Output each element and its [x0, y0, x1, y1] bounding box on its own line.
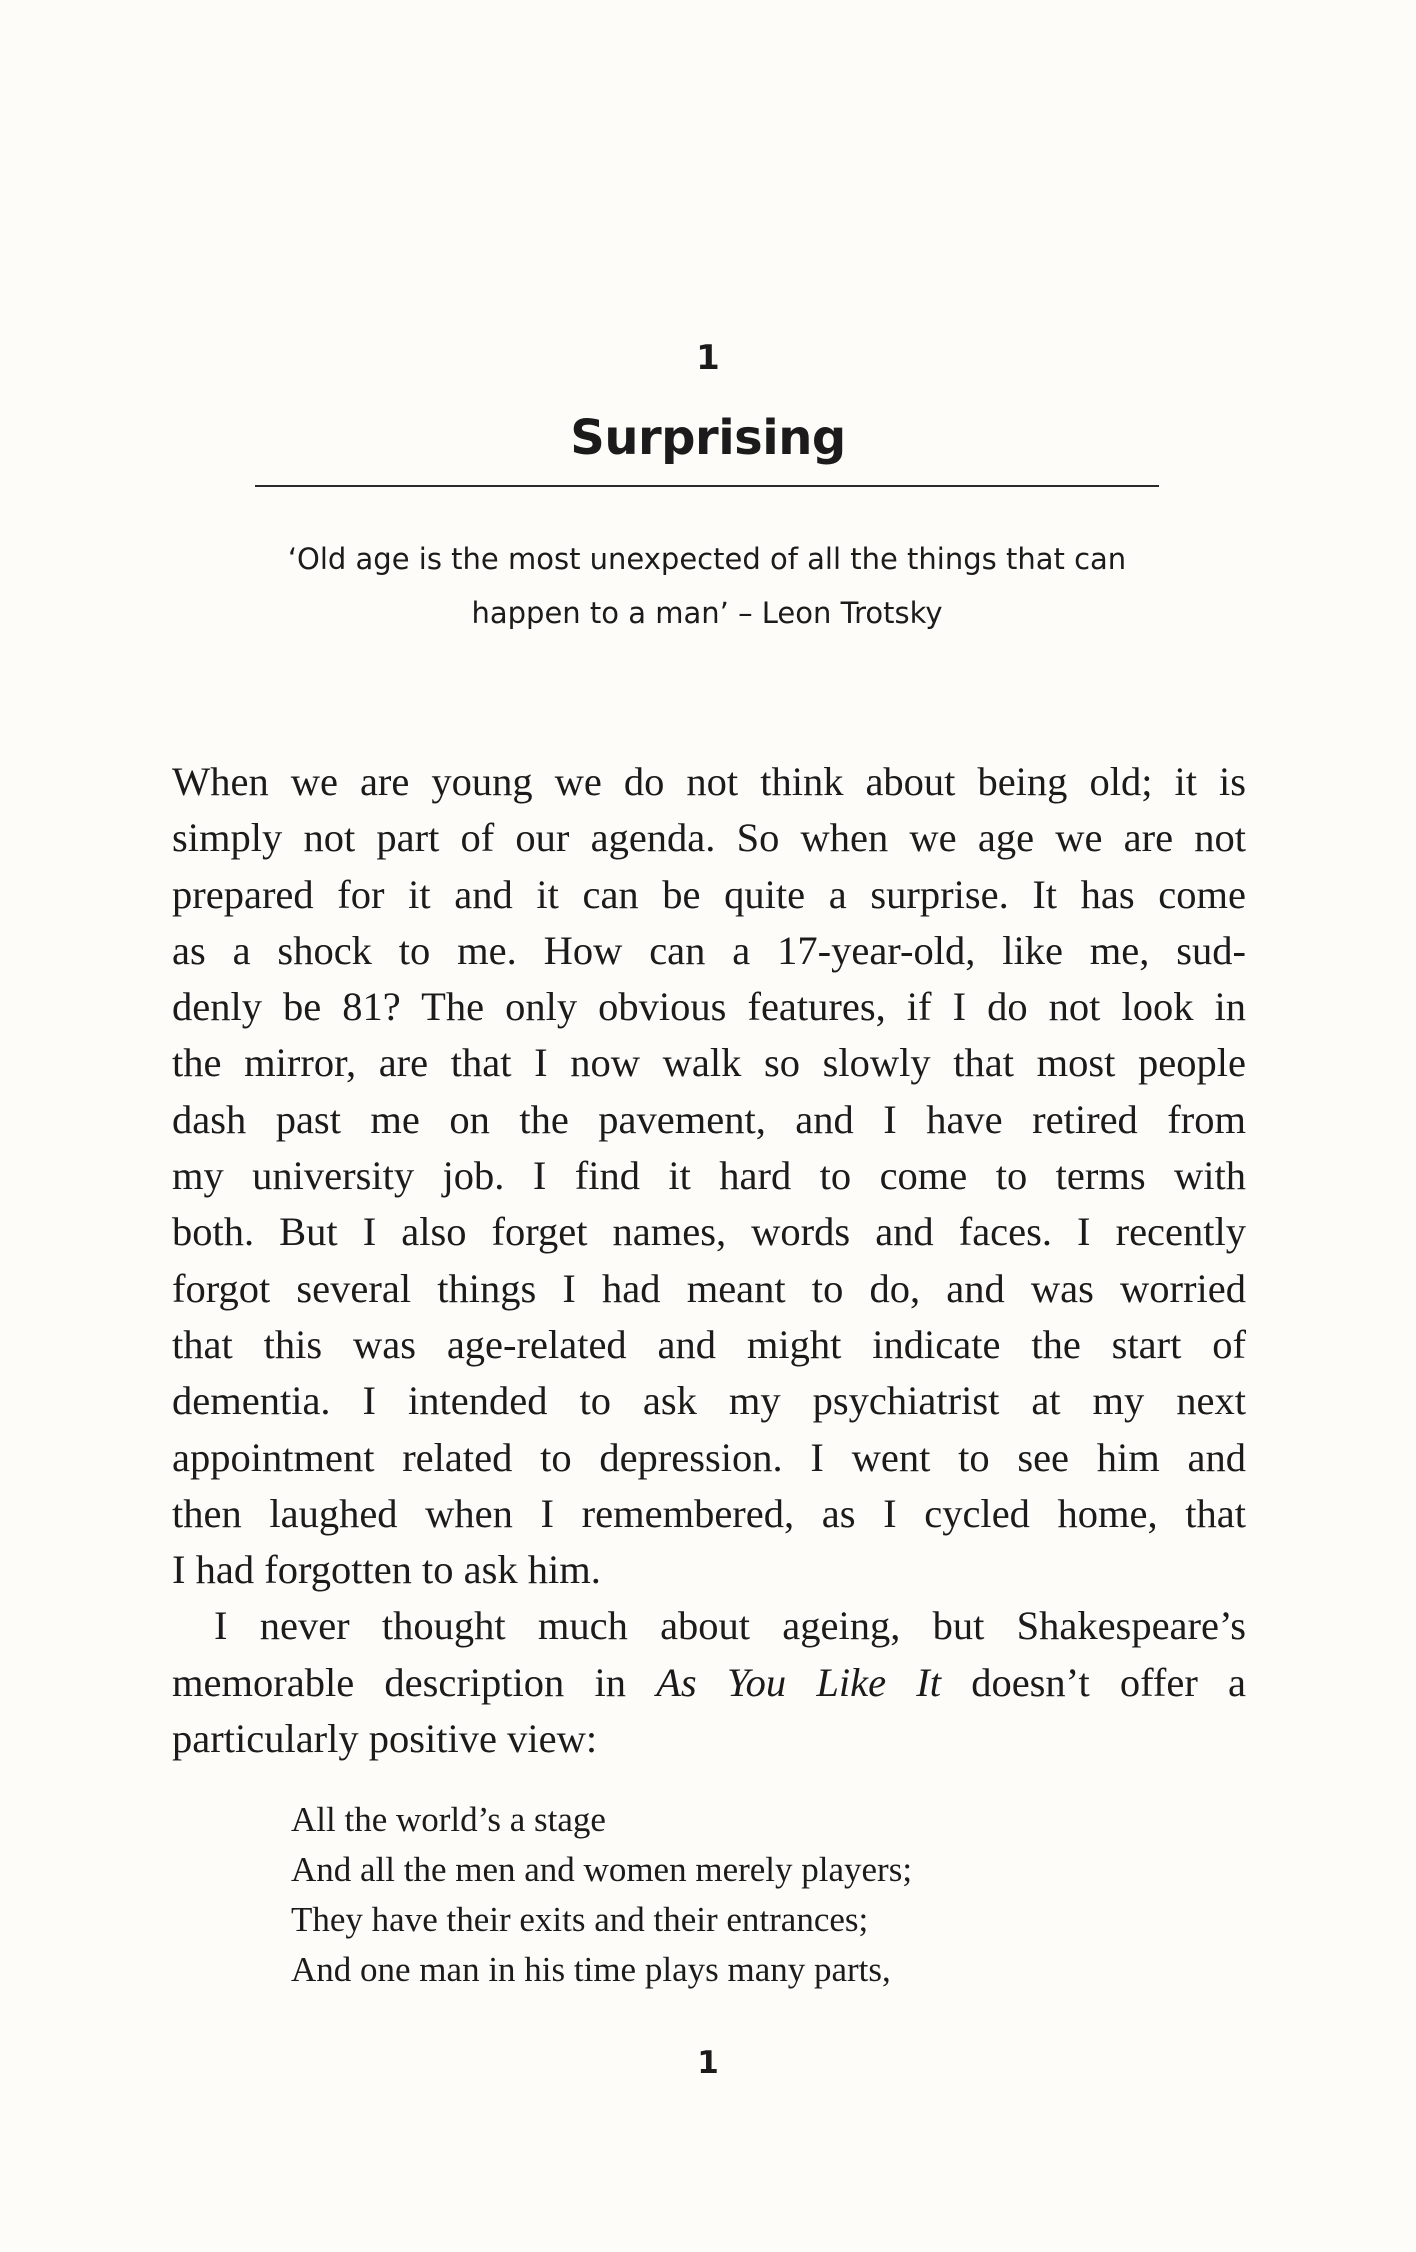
paragraph-line: I never thought much about ageing, but Shakespeare’s	[214, 1603, 1246, 1649]
paragraph-line: both. But I also forget names, words and faces. I recently	[172, 1209, 1246, 1255]
paragraph-line: as a shock to me. How can a 17-year-old, like me, sud-	[172, 927, 1246, 973]
play-title: As You Like It	[656, 1659, 942, 1705]
title-divider	[255, 485, 1159, 487]
text-run: memorable description in	[172, 1659, 657, 1705]
epigraph	[255, 532, 1159, 640]
paragraph-line: particularly positive view:	[172, 1716, 598, 1762]
paragraph-line: dash past me on the pavement, and I have retired from	[172, 1096, 1246, 1142]
page-number: 1	[697, 2045, 719, 2081]
paragraph-line	[172, 1655, 1246, 1711]
epigraph-line: ‘Old age is the most unexpected of all the things that can	[287, 542, 1127, 576]
verse-line: All the world’s a stage	[291, 1800, 606, 1839]
verse-line: And one man in his time plays many parts,	[291, 1950, 891, 1989]
paragraph-line: then laughed when I remembered, as I cycled home, that	[172, 1490, 1246, 1536]
paragraph-line: the mirror, are that I now walk so slowly that most people	[172, 1040, 1246, 1086]
paragraph-line: that this was age-related and might indicate the start of	[172, 1321, 1246, 1367]
chapter-title: Surprising	[570, 410, 846, 466]
paragraph-line: appointment related to depression. I went to see him and	[172, 1434, 1246, 1480]
paragraph-line: simply not part of our agenda. So when we age we are not	[172, 815, 1246, 861]
verse-line: And all the men and women merely players;	[291, 1850, 913, 1889]
paragraph-line: I had forgotten to ask him.	[172, 1547, 601, 1593]
paragraph-line: When we are young we do not think about being old; it is	[172, 759, 1246, 804]
paragraph-line: denly be 81? The only obvious features, if I do not look in	[172, 984, 1246, 1030]
paragraph-line: forgot several things I had meant to do, and was worried	[172, 1265, 1246, 1311]
paragraph-line: prepared for it and it can be quite a surprise. It has come	[172, 871, 1246, 917]
paragraph-line: dementia. I intended to ask my psychiatrist at my next	[172, 1378, 1246, 1424]
paragraph-line: my university job. I find it hard to come to terms with	[172, 1153, 1246, 1199]
verse-quote	[291, 1795, 1191, 1995]
body-text	[172, 754, 1246, 1767]
chapter-number: 1	[696, 338, 720, 378]
text-run: doesn’t offer a	[941, 1659, 1246, 1705]
verse-line: They have their exits and their entrances;	[291, 1900, 869, 1939]
epigraph-line: happen to a man’ – Leon Trotsky	[471, 596, 943, 630]
